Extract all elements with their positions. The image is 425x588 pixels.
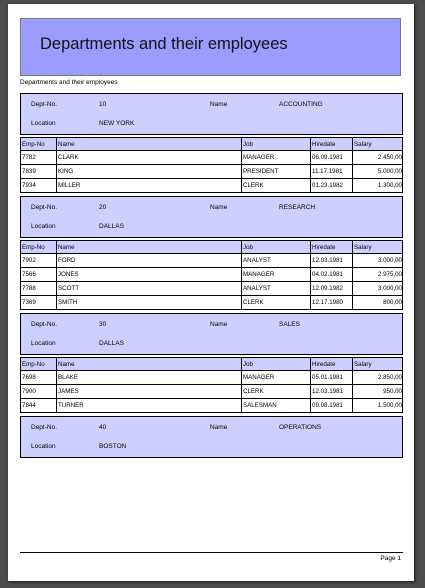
column-header-emp-no: Emp-No (21, 138, 57, 150)
cell-job: SALESMAN (242, 399, 311, 412)
cell-salary: 3.000,00 (377, 285, 402, 292)
column-header-job: Job (242, 241, 311, 253)
cell-hiredate: 01.23.1982 (311, 179, 353, 192)
cell-salary: 2.975,00 (377, 271, 402, 278)
cell-job: MANAGER (242, 371, 311, 384)
dept-name-label: Name (210, 101, 228, 108)
cell-job: CLERK (242, 179, 311, 192)
table-row (21, 385, 402, 399)
dept-no-value: 10 (99, 101, 107, 108)
table-row (21, 179, 402, 193)
cell-salary: 3.000,00 (377, 257, 402, 264)
dept-name-value: RESEARCH (279, 204, 316, 211)
cell-name: SMITH (57, 296, 242, 309)
cell-emp-no: 7934 (21, 179, 57, 192)
dept-no-value: 20 (99, 204, 107, 211)
table-header-row (21, 357, 402, 371)
cell-emp-no: 7900 (21, 385, 57, 398)
column-header-job: Job (242, 138, 311, 150)
cell-name: JAMES (57, 385, 242, 398)
cell-job: ANALYST (242, 254, 311, 267)
cell-job: MANAGER (242, 151, 311, 164)
column-header-hiredate: Hiredate (311, 138, 353, 150)
department-panel (20, 416, 403, 458)
cell-name: JONES (57, 268, 242, 281)
cell-job: PRESIDENT (242, 165, 311, 178)
table-row (21, 282, 402, 296)
table-row (21, 151, 402, 165)
column-header-name: Name (57, 138, 242, 150)
table-row (21, 399, 402, 413)
department-panel (20, 196, 403, 238)
column-header-salary: Salary (354, 361, 372, 368)
dept-name-value: OPERATIONS (279, 424, 322, 431)
table-header-row (21, 137, 402, 151)
cell-name: MILLER (57, 179, 242, 192)
location-label: Location (31, 120, 56, 127)
cell-emp-no: 7788 (21, 282, 57, 295)
cell-hiredate: 05.01.1981 (311, 371, 353, 384)
cell-job: CLERK (242, 385, 311, 398)
cell-hiredate: 12.03.1981 (311, 254, 353, 267)
dept-no-label: Dept-No. (31, 204, 58, 211)
dept-no-label: Dept-No. (31, 424, 58, 431)
location-value: DALLAS (99, 340, 124, 347)
dept-name-value: ACCOUNTING (279, 101, 323, 108)
cell-hiredate: 09.08.1981 (311, 399, 353, 412)
dept-no-label: Dept-No. (31, 321, 58, 328)
table-row (21, 371, 402, 385)
column-header-job: Job (242, 358, 311, 370)
column-header-hiredate: Hiredate (311, 241, 353, 253)
cell-hiredate: 12.09.1982 (311, 282, 353, 295)
page-number: Page 1 (380, 555, 401, 562)
location-label: Location (31, 340, 56, 347)
dept-name-label: Name (210, 204, 228, 211)
department-panel (20, 313, 403, 355)
location-value: BOSTON (99, 443, 127, 450)
dept-name-value: SALES (279, 321, 300, 328)
cell-name: KING (57, 165, 242, 178)
column-header-salary: Salary (354, 141, 372, 148)
cell-emp-no: 7369 (21, 296, 57, 309)
location-value: DALLAS (99, 223, 124, 230)
cell-job: MANAGER (242, 268, 311, 281)
table-row (21, 296, 402, 310)
location-label: Location (31, 223, 56, 230)
cell-emp-no: 7698 (21, 371, 57, 384)
dept-name-label: Name (210, 424, 228, 431)
cell-emp-no: 7844 (21, 399, 57, 412)
dept-no-value: 40 (99, 424, 107, 431)
cell-name: SCOTT (57, 282, 242, 295)
report-banner (20, 18, 401, 76)
report-page (8, 4, 414, 581)
location-label: Location (31, 443, 56, 450)
cell-salary: 2.850,00 (377, 374, 402, 381)
cell-salary: 1.300,00 (377, 182, 402, 189)
cell-name: FORD (57, 254, 242, 267)
employee-table (20, 240, 403, 310)
report-title: Departments and their employees (40, 35, 288, 53)
dept-no-value: 30 (99, 321, 107, 328)
cell-emp-no: 7782 (21, 151, 57, 164)
cell-name: BLAKE (57, 371, 242, 384)
column-header-emp-no: Emp-No (21, 241, 57, 253)
cell-emp-no: 7839 (21, 165, 57, 178)
cell-salary: 2.450,00 (377, 154, 402, 161)
report-subtitle: Departments and their employees (20, 79, 118, 86)
table-row (21, 268, 402, 282)
department-panel (20, 93, 403, 135)
table-row (21, 254, 402, 268)
cell-name: CLARK (57, 151, 242, 164)
column-header-name: Name (57, 358, 242, 370)
location-value: NEW YORK (99, 120, 135, 127)
footer-divider (20, 552, 403, 553)
cell-hiredate: 04.02.1981 (311, 268, 353, 281)
cell-hiredate: 11.17.1981 (311, 165, 353, 178)
table-header-row (21, 240, 402, 254)
cell-salary: 5.000,00 (377, 168, 402, 175)
cell-salary: 950,00 (383, 388, 402, 395)
cell-job: CLERK (242, 296, 311, 309)
table-row (21, 165, 402, 179)
cell-emp-no: 7566 (21, 268, 57, 281)
column-header-emp-no: Emp-No (21, 358, 57, 370)
column-header-name: Name (57, 241, 242, 253)
column-header-hiredate: Hiredate (311, 358, 353, 370)
employee-table (20, 357, 403, 413)
cell-name: TURNER (57, 399, 242, 412)
cell-hiredate: 12.03.1981 (311, 385, 353, 398)
employee-table (20, 137, 403, 193)
cell-hiredate: 06.09.1981 (311, 151, 353, 164)
dept-name-label: Name (210, 321, 228, 328)
cell-job: ANALYST (242, 282, 311, 295)
cell-emp-no: 7902 (21, 254, 57, 267)
column-header-salary: Salary (354, 244, 372, 251)
dept-no-label: Dept-No. (31, 101, 58, 108)
cell-hiredate: 12.17.1980 (311, 296, 353, 309)
cell-salary: 1.500,00 (377, 402, 402, 409)
cell-salary: 800,00 (383, 299, 402, 306)
